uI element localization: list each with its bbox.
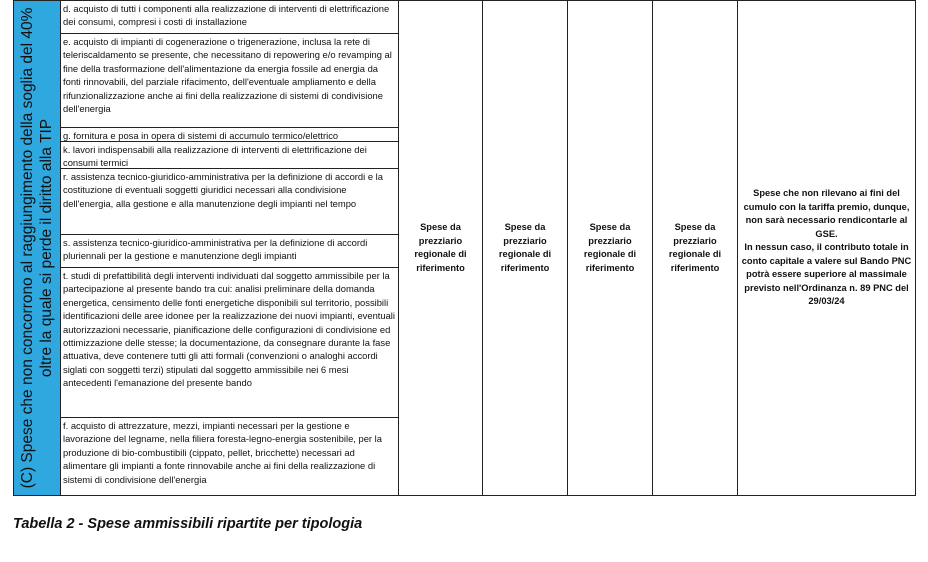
prezziario-1-line-4: riferimento (416, 262, 465, 273)
category-label-line2: oltre la quale si perde il diritto alla TIP (38, 118, 55, 378)
prezziario-3-line-4: riferimento (585, 262, 635, 273)
note-line-2: cumulo con la tariffa premio, dunque, (743, 201, 910, 212)
prezziario-cell-4 (653, 1, 738, 495)
note-line-4: GSE. (815, 228, 838, 239)
prezziario-2-line-1: Spese da (504, 222, 546, 232)
note-line-8: previsto nell'Ordinanza n. 89 PNC del (744, 282, 909, 293)
category-label (18, 1, 56, 495)
prezziario-cell-2 (483, 1, 568, 495)
prezziario-1-line-1: Spese da (420, 222, 461, 232)
prezziario-2-line-2: prezziario (503, 235, 547, 246)
expense-item-g: g. fornitura e posa in opera di sistemi di accumulo termico/elettrico (61, 128, 398, 142)
expense-item-t: t. studi di prefattibilità degli interventi individuati dal soggetto ammissibile per la partecipazione al presente bando tra cui: analisi preliminare della domanda energetica, censimento delle fonti energetiche disponibili sul territorio, possibili identificazioni delle aree idonee per la realizzazione dei nuovi impianti, eventuali autorizzazioni necessarie, pianificazione delle configurazioni di condivisione ed ottimizzazione delle stesse; la documentazione, da consegnare durante la fase attuativa, deve contenere tutti gli atti formali (convenzioni o analoghi accordi siglati con soggetti terzi) stipulati dal soggetto ammissibile nei 6 mesi antecedenti l'emanazione del presente bando (61, 268, 398, 418)
prezziario-3-line-2: prezziario (588, 235, 632, 246)
prezziario-2-line-3: regionale di (498, 249, 552, 259)
note-line-6: conto capitale a valere sul Bando PNC (741, 255, 912, 266)
expense-item-r: r. assistenza tecnico-giuridico-amministrativa per la definizione di accordi e la costituzione di eventuali soggetti giuridici necessari alla condivisione dell'energia, alla gestione e alla manutenzione degli impianti nel tempo (61, 169, 398, 235)
expense-item-s: s. assistenza tecnico-giuridico-amministrativa per la definizione di accordi pluriennali per la gestione e manutenzione degli impianti (61, 235, 398, 268)
prezziario-3-line-3: regionale di (583, 249, 637, 259)
note-line-1: Spese che non rilevano ai fini del (753, 188, 900, 199)
note-line-7: potrà essere superiore al massimale (746, 269, 907, 280)
prezziario-1-line-2: prezziario (418, 235, 463, 246)
prezziario-4-line-2: prezziario (673, 235, 717, 246)
prezziario-4-line-3: regionale di (668, 249, 722, 259)
prezziario-2-line-4: riferimento (500, 262, 550, 273)
expenses-table (13, 0, 916, 496)
prezziario-1-line-3: regionale di (414, 249, 467, 259)
prezziario-4-line-4: riferimento (670, 262, 720, 273)
prezziario-cell-1 (399, 1, 483, 495)
table-caption: Tabella 2 - Spese ammissibili ripartite per tipologia (13, 516, 363, 532)
note-line-3: non sarà necessario rendicontarle al (745, 215, 908, 226)
expense-item-e: e. acquisto di impianti di cogenerazione o trigenerazione, inclusa la rete di teleriscaldamento se presente, che necessitano di repowering e/o revamping al fine della trasformazione dell'alimentazione da energia fossile ad energia da fonti rinnovabili, del parziale rifacimento, dell'eventuale ampliamento e della rifunzionalizzazione anche ai fini della realizzazione di sistemi di condivisione dell'energia (61, 34, 398, 128)
expense-item-d: d. acquisto di tutti i componenti alla realizzazione di interventi di elettrificazione dei consumi, compresi i costi di installazione (61, 1, 398, 34)
category-label-line1: (C) Spese che non concorrono al raggiungimento della soglia del 40% (19, 7, 36, 489)
category-sidebar (14, 1, 61, 495)
expense-item-k: k. lavori indispensabili alla realizzazione di interventi di elettrificazione dei consumi termici (61, 142, 398, 169)
expense-items-column (61, 1, 399, 495)
note-line-5: In nessun caso, il contributo totale in (744, 242, 909, 253)
note-line-9: 29/03/24 (808, 296, 845, 307)
prezziario-3-line-1: Spese da (589, 222, 631, 232)
prezziario-cell-3 (568, 1, 653, 495)
note-cell (738, 1, 915, 495)
expense-item-f: f. acquisto di attrezzature, mezzi, impianti necessari per la gestione e lavorazione del legname, nella filiera foresta-legno-energia sostenibile, per la produzione di bio-combustibili (cippato, pellet, bricchette) necessari ad alimentare gli impianti a fonte rinnovabile anche ai fini della realizzazione di sistemi di condivisione dell'energia (63, 420, 382, 485)
prezziario-4-line-1: Spese da (674, 222, 716, 232)
